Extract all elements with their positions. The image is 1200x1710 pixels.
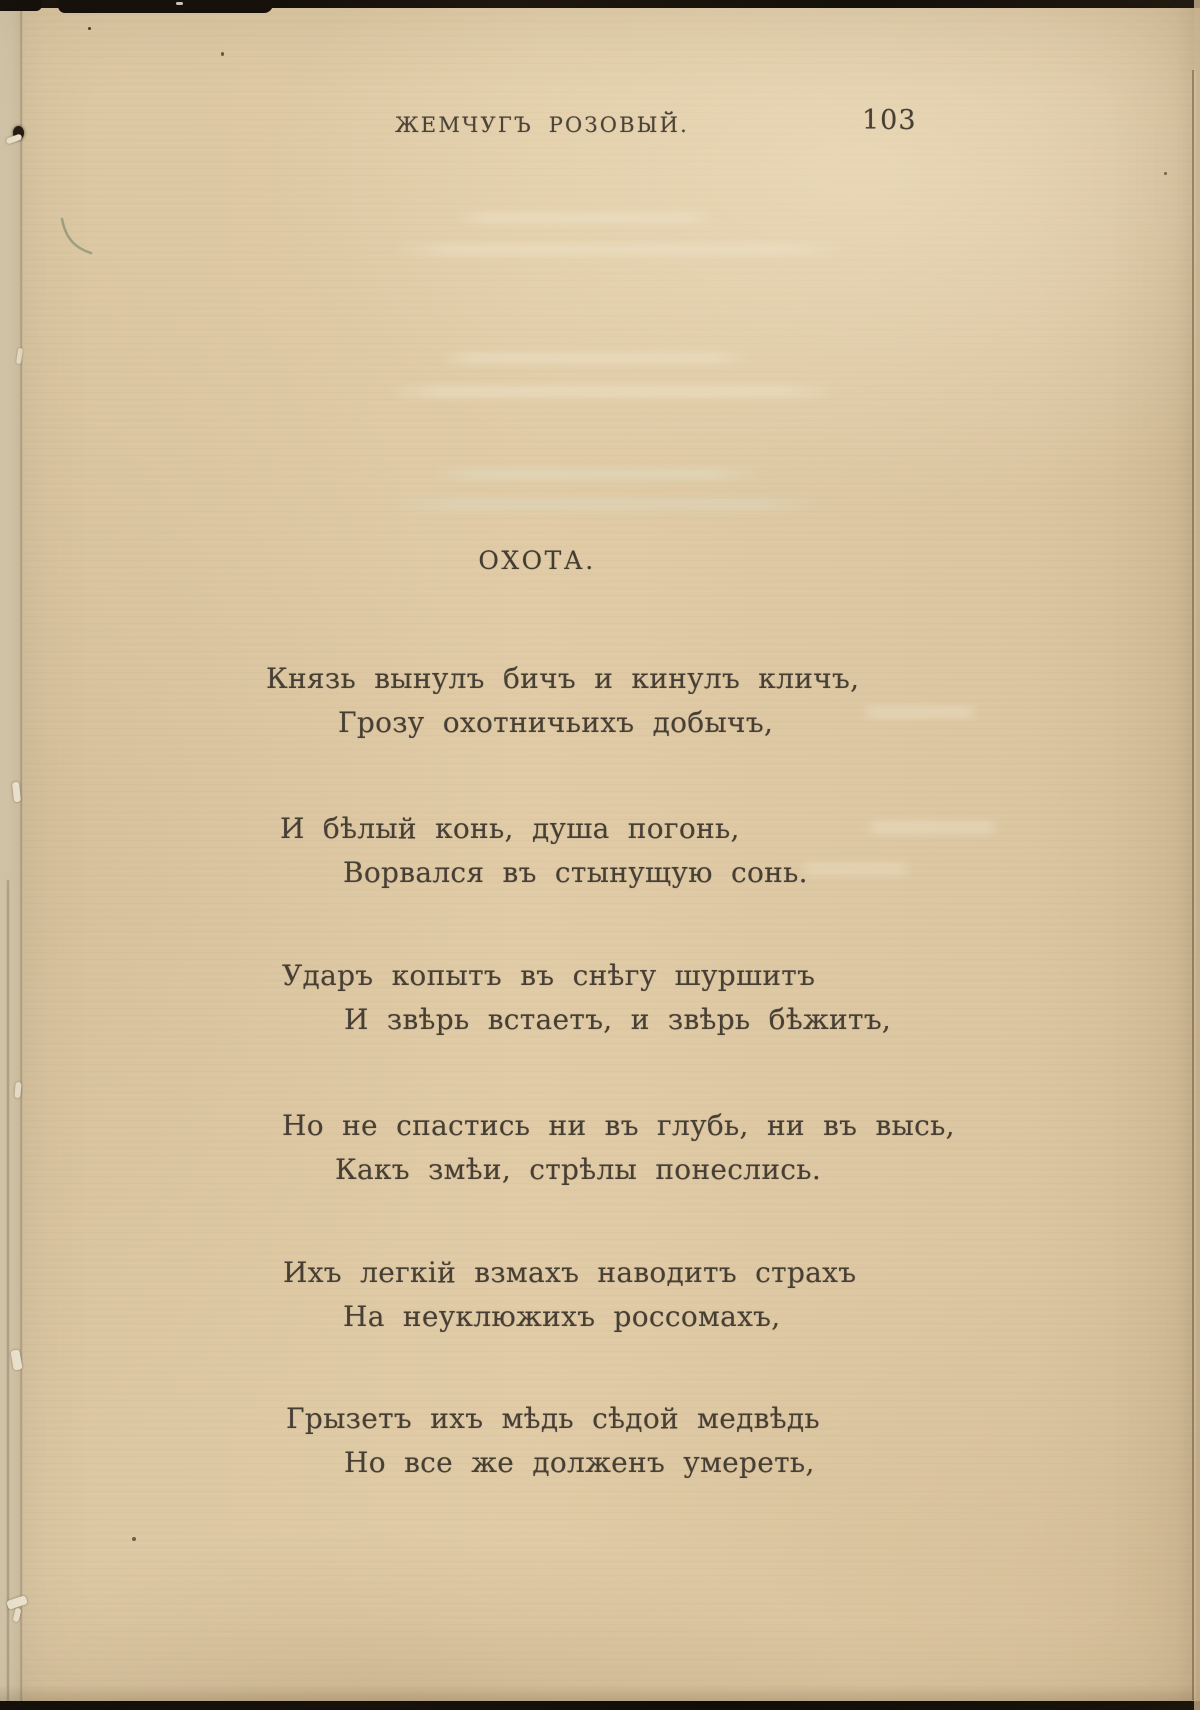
ghost-impression	[385, 385, 835, 398]
binding-margin	[0, 0, 21, 1710]
binding-crease	[7, 880, 9, 1701]
poem-line: Грозу охотничьихъ добычъ,	[338, 706, 774, 739]
ghost-impression	[862, 820, 1002, 835]
poem-line: Ворвался въ стынущую сонь.	[343, 856, 808, 889]
scan-top-edge	[0, 0, 42, 11]
poem-line: Какъ змѣи, стрѣлы понеслись.	[335, 1153, 822, 1186]
scan-edge-speck	[176, 2, 183, 5]
ghost-impression	[798, 862, 913, 876]
poem-line: Ударъ копытъ въ снѣгу шуршитъ	[282, 959, 816, 992]
poem-line: И бѣлый конь, душа погонь,	[280, 812, 740, 845]
poem-line: Ихъ легкій взмахъ наводитъ страхъ	[283, 1256, 857, 1289]
ghost-impression	[395, 243, 845, 256]
page-edge-line	[1192, 70, 1194, 1700]
poem-line: И звѣрь встаетъ, и звѣрь бѣжитъ,	[344, 1003, 892, 1036]
ghost-impression	[860, 705, 980, 719]
page-bottom-shadow	[0, 1685, 1200, 1701]
poem-line: Но не спастись ни въ глубь, ни въ высь,	[282, 1109, 955, 1142]
page-number: 103	[862, 105, 917, 136]
paper-speck	[221, 52, 224, 56]
paper-speck	[132, 1537, 136, 1541]
poem-line: На неуклюжихъ россомахъ,	[343, 1300, 781, 1333]
scan-top-edge	[58, 0, 273, 13]
paper-speck	[88, 27, 91, 30]
poem-line: Князь вынулъ бичъ и кинулъ кличъ,	[266, 662, 860, 695]
ghost-impression	[430, 468, 760, 480]
ghost-impression	[390, 498, 820, 511]
poem-line: Грызетъ ихъ мѣдь сѣдой медвѣдь	[286, 1402, 820, 1435]
poem-title: ОХОТА.	[478, 546, 596, 575]
binding-fold-line	[20, 0, 23, 1710]
ghost-impression	[455, 212, 715, 224]
page-right-edge	[1194, 0, 1200, 1710]
scan-bottom-edge	[0, 1701, 1200, 1710]
ghost-impression	[440, 352, 750, 364]
poem-line: Но все же долженъ умереть,	[344, 1446, 815, 1479]
running-header: ЖЕМЧУГЪ РОЗОВЫЙ.	[395, 113, 690, 137]
pencil-mark	[55, 215, 99, 263]
paper-speck	[1164, 172, 1167, 175]
